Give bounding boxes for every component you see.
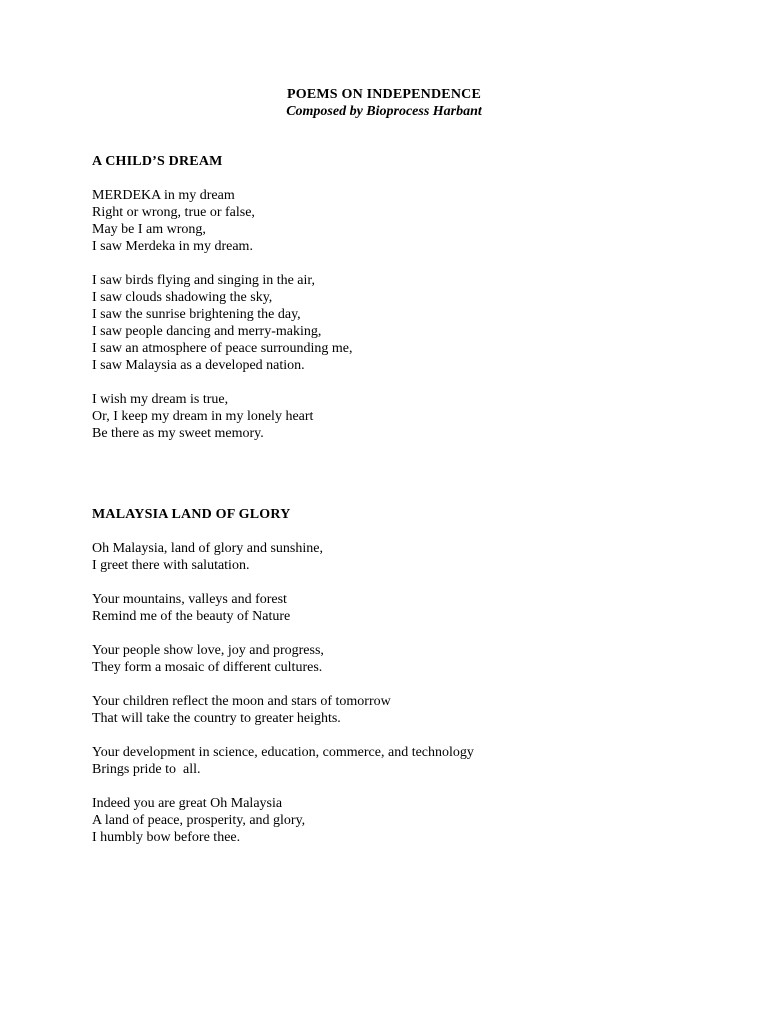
poem-line: Oh Malaysia, land of glory and sunshine, (92, 541, 323, 556)
stanza (92, 795, 732, 846)
poem-line: Right or wrong, true or false, (92, 205, 255, 220)
stanza (92, 642, 732, 676)
poem-line: I saw clouds shadowing the sky, (92, 290, 273, 305)
stanza (92, 693, 732, 727)
poem-line: They form a mosaic of different cultures. (92, 660, 323, 675)
poem-title: A CHILD’S DREAM (92, 154, 223, 169)
poem-line: I saw people dancing and merry-making, (92, 324, 322, 339)
poem-line: Your mountains, valleys and forest (92, 592, 287, 607)
poem-a-childs-dream (92, 153, 732, 459)
document-title: POEMS ON INDEPENDENCE (287, 87, 481, 102)
poem-line: Be there as my sweet memory. (92, 426, 264, 441)
poem-line: I saw birds flying and singing in the air, (92, 273, 316, 288)
poem-line: I saw the sunrise brightening the day, (92, 307, 301, 322)
poem-line: Your people show love, joy and progress, (92, 643, 324, 658)
poem-title: MALAYSIA LAND OF GLORY (92, 507, 291, 522)
stanza (92, 744, 732, 778)
poem-line: I saw an atmosphere of peace surrounding me, (92, 341, 353, 356)
poem-line: Your development in science, education, commerce, and technology (92, 745, 474, 760)
poem-line: MERDEKA in my dream (92, 188, 235, 203)
poem-line: I greet there with salutation. (92, 558, 250, 573)
poem-line: A land of peace, prosperity, and glory, (92, 813, 306, 828)
poem-line: Remind me of the beauty of Nature (92, 609, 291, 624)
poem-line: May be I am wrong, (92, 222, 206, 237)
poem-line: I saw Malaysia as a developed nation. (92, 358, 305, 373)
poem-line: I humbly bow before thee. (92, 830, 241, 845)
stanza (92, 272, 732, 374)
poem-line: I saw Merdeka in my dream. (92, 239, 253, 254)
stanza (92, 540, 732, 574)
stanza (92, 591, 732, 625)
stanza (92, 391, 732, 442)
poem-malaysia-land-of-glory (92, 506, 732, 863)
poem-line: Or, I keep my dream in my lonely heart (92, 409, 314, 424)
stanza (92, 187, 732, 255)
poem-line: Brings pride to all. (92, 762, 201, 777)
document-subtitle: Composed by Bioprocess Harbant (286, 104, 482, 119)
poem-line: Your children reflect the moon and stars of tomorrow (92, 694, 391, 709)
poem-line: That will take the country to greater heights. (92, 711, 341, 726)
poem-line: I wish my dream is true, (92, 392, 229, 407)
poem-line: Indeed you are great Oh Malaysia (92, 796, 283, 811)
